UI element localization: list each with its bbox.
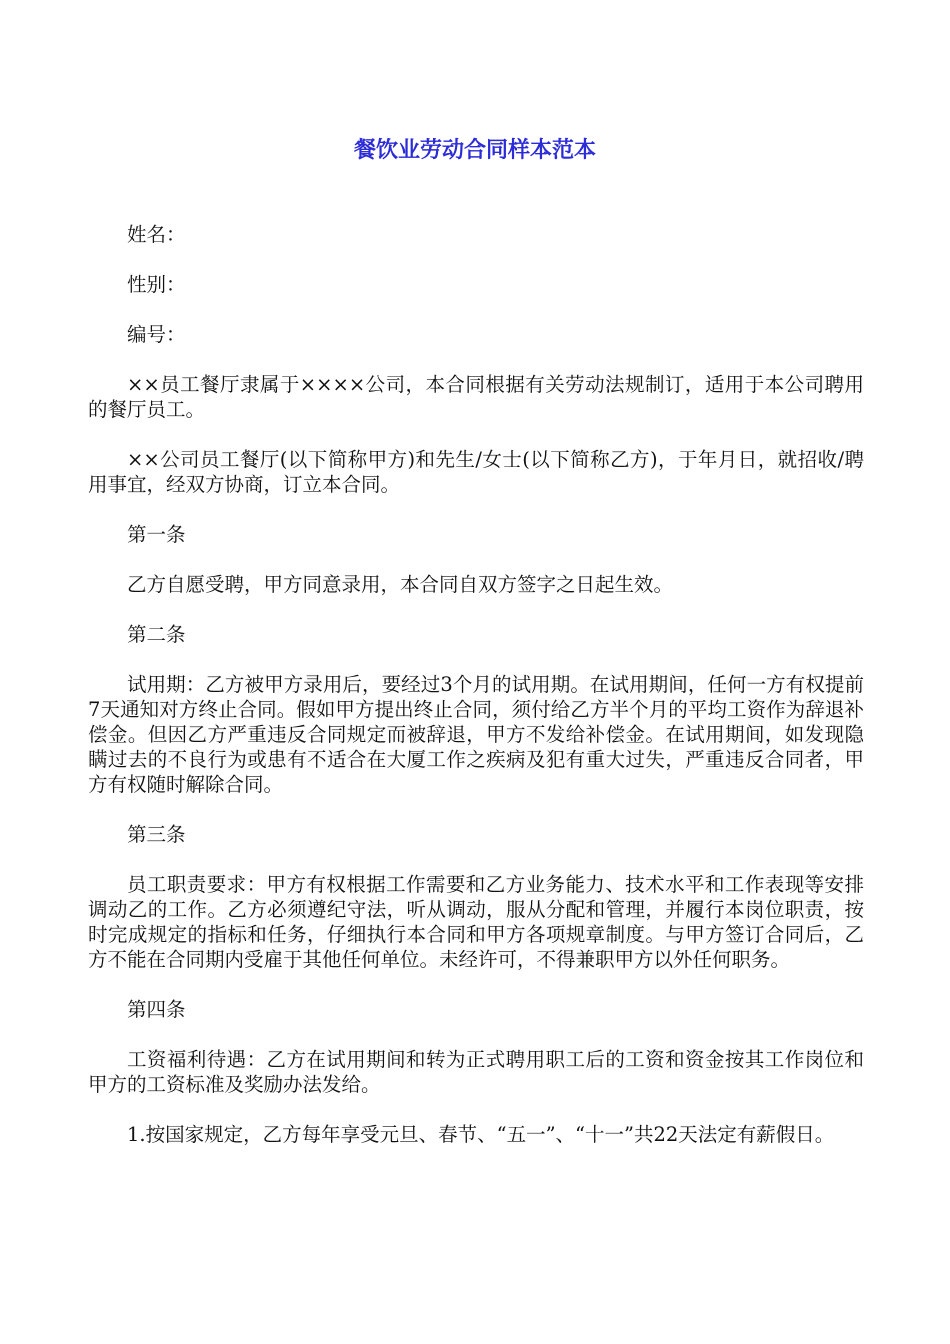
article-2-heading: 第二条 xyxy=(127,623,186,646)
document-title: 餐饮业劳动合同样本范本 xyxy=(353,138,596,163)
article-3-text: 员工职责要求：甲方有权根据工作需要和乙方业务能力、技术水平和工作表现等安排调动乙的工作。乙方必须遵纪守法，听从调动，服从分配和管理，并履行本岗位职责，按时完成规定的指标和任务，仔细执行本合同和甲方各项规章制度。与甲方签订合同后，乙方不能在合同期内受雇于其他任何单位。未经许可，不得兼职甲方以外任何职务。 xyxy=(88,873,864,971)
field-name-label: 姓名： xyxy=(127,223,186,246)
article-2-text: 试用期：乙方被甲方录用后，要经过3个月的试用期。在试用期间，任何一方有权提前7天通知对方终止合同。假如甲方提出终止合同，须付给乙方半个月的平均工资作为辞退补偿金。但因乙方严重违反合同规定而被辞退，甲方不发给补偿金。在试用期间，如发现隐瞒过去的不良行为或患有不适合在大厦工作之疾病及犯有重大过失，严重违反合同者，甲方有权随时解除合同。 xyxy=(88,673,864,796)
article-1-text: 乙方自愿受聘，甲方同意录用，本合同自双方签字之日起生效。 xyxy=(127,573,674,596)
field-number-label: 编号： xyxy=(127,323,186,346)
parties-paragraph: ××公司员工餐厅(以下简称甲方)和先生/女士(以下简称乙方)，于年月日，就招收/聘用事宜，经双方协商，订立本合同。 xyxy=(88,448,864,496)
article-4-heading: 第四条 xyxy=(127,998,186,1021)
article-4-text: 工资福利待遇：乙方在试用期间和转为正式聘用职工后的工资和资金按其工作岗位和甲方的工资标准及奖励办法发给。 xyxy=(88,1048,864,1096)
document-body xyxy=(88,222,864,1172)
article-1-heading: 第一条 xyxy=(127,523,186,546)
article-4-item-1: 1.按国家规定，乙方每年享受元旦、春节、“五一”、“十一”共22天法定有薪假日。 xyxy=(127,1123,835,1146)
intro-paragraph: ××员工餐厅隶属于××××公司，本合同根据有关劳动法规制订，适用于本公司聘用的餐厅员工。 xyxy=(88,373,864,421)
article-3-heading: 第三条 xyxy=(127,823,186,846)
field-gender-label: 性别： xyxy=(127,273,186,296)
